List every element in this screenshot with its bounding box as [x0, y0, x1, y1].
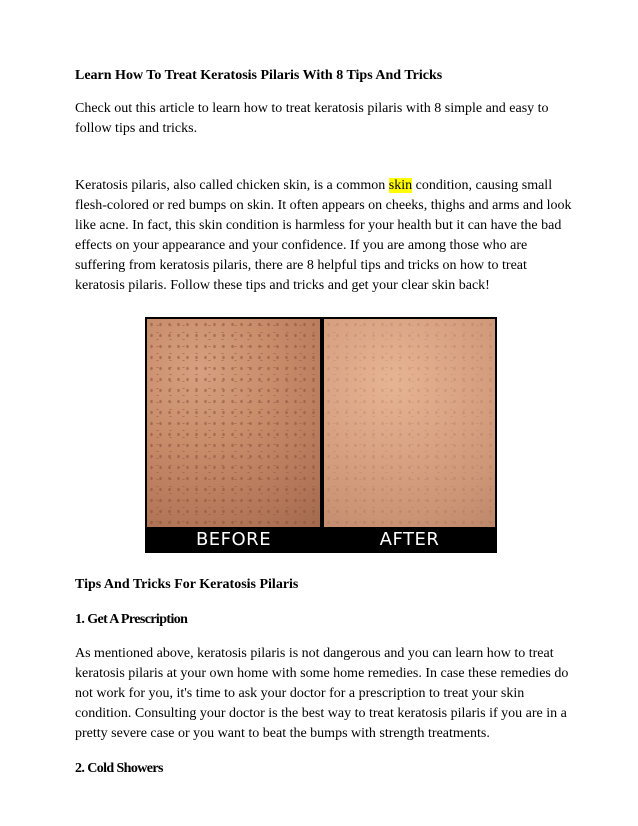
before-label: BEFORE: [195, 529, 272, 550]
body-text-start: Keratosis pilaris, also called chicken skin, is a common: [75, 178, 389, 193]
tip-1-heading: 1. Get A Prescription: [75, 612, 188, 627]
highlighted-word: skin: [388, 178, 413, 193]
document-page: [75, 66, 575, 793]
article-intro: Check out this article to learn how to treat keratosis pilaris with 8 simple and easy to follow tips and tricks.: [75, 101, 549, 136]
tip-1-text: As mentioned above, keratosis pilaris is not dangerous and you can learn how to treat keratosis pilaris at your own home with some home remedies. In case these remedies do not work for you, it's time to ask your doctor for a prescription to treat your skin condition. Consulting your doctor is the best way to treat keratosis pilaris if you are in a pretty severe case or you want to beat the bumps with strength treatments.: [75, 646, 569, 741]
section-heading: Tips And Tricks For Keratosis Pilaris: [75, 577, 299, 592]
after-label: AFTER: [379, 529, 440, 550]
article-title: Learn How To Treat Keratosis Pilaris With 8 Tips And Tricks: [75, 68, 443, 83]
tip-2-heading: 2. Cold Showers: [75, 761, 163, 776]
before-skin-photo: [147, 319, 320, 527]
after-skin-photo: [324, 319, 495, 527]
body-text-rest: condition, causing small flesh-colored or red bumps on skin. It often appears on cheeks, thighs and arms and look like acne. In fact, this skin condition is harmless for your health but it can have the bad effects on your appearance and your confidence. If you are among those who are suffering from keratosis pilaris, there are 8 helpful tips and tricks on how to treat keratosis pilaris. Follow these tips and tricks and get your clear skin back!: [75, 178, 572, 293]
article-body: [75, 176, 575, 296]
before-after-image: [145, 317, 497, 553]
